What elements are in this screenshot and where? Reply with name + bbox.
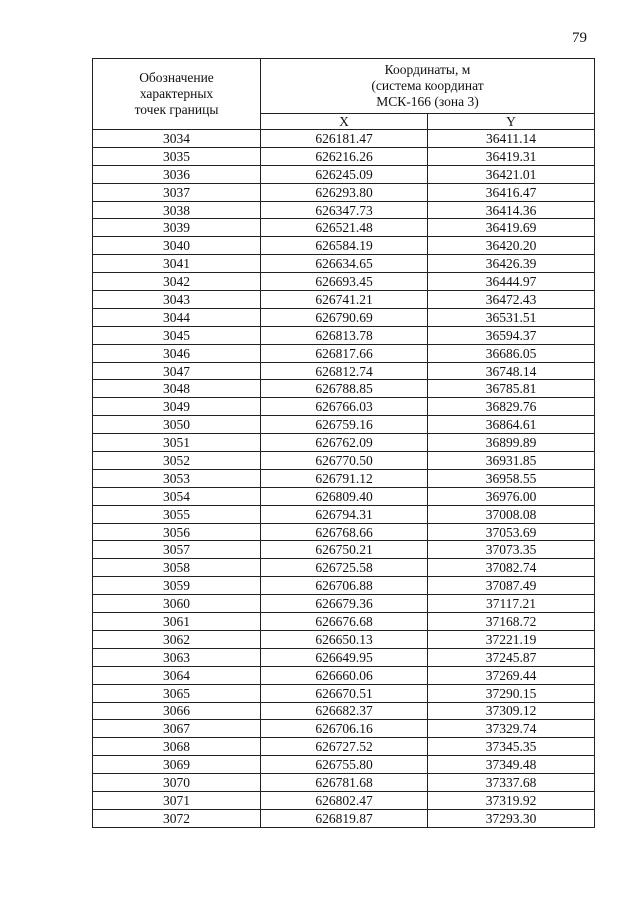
table-row xyxy=(93,577,595,595)
y-coordinate-cell: 36421.01 xyxy=(428,165,595,183)
x-coordinate-cell: 626679.36 xyxy=(261,595,428,613)
coordinates-group-header xyxy=(261,59,595,114)
y-coordinate-cell: 37008.08 xyxy=(428,505,595,523)
point-cell: 3071 xyxy=(93,791,261,809)
coords-header-line: Координаты, м xyxy=(384,62,471,77)
y-coordinate-cell: 36444.97 xyxy=(428,273,595,291)
table-row xyxy=(93,165,595,183)
point-cell: 3052 xyxy=(93,452,261,470)
point-cell: 3050 xyxy=(93,416,261,434)
table-row xyxy=(93,595,595,613)
x-coordinate-cell: 626766.03 xyxy=(261,398,428,416)
table-row xyxy=(93,273,595,291)
table-row xyxy=(93,380,595,398)
point-cell: 3069 xyxy=(93,756,261,774)
x-column-header: X xyxy=(261,114,428,130)
table-body xyxy=(93,130,595,828)
y-coordinate-cell: 36785.81 xyxy=(428,380,595,398)
x-coordinate-cell: 626750.21 xyxy=(261,541,428,559)
table-row xyxy=(93,452,595,470)
x-coordinate-cell: 626741.21 xyxy=(261,291,428,309)
x-coordinate-cell: 626762.09 xyxy=(261,434,428,452)
y-coordinate-cell: 37117.21 xyxy=(428,595,595,613)
table-row xyxy=(93,648,595,666)
x-coordinate-cell: 626759.16 xyxy=(261,416,428,434)
point-header-line: точек границы xyxy=(134,102,219,117)
x-coordinate-cell: 626790.69 xyxy=(261,308,428,326)
point-cell: 3063 xyxy=(93,648,261,666)
table-row xyxy=(93,130,595,148)
table-row xyxy=(93,434,595,452)
table-row xyxy=(93,702,595,720)
y-coordinate-cell: 36416.47 xyxy=(428,183,595,201)
y-coordinate-cell: 37290.15 xyxy=(428,684,595,702)
x-coordinate-cell: 626791.12 xyxy=(261,469,428,487)
point-cell: 3046 xyxy=(93,344,261,362)
y-coordinate-cell: 36958.55 xyxy=(428,469,595,487)
x-coordinate-cell: 626676.68 xyxy=(261,613,428,631)
y-coordinate-cell: 36420.20 xyxy=(428,237,595,255)
coordinates-table xyxy=(92,58,595,828)
y-coordinate-cell: 37337.68 xyxy=(428,774,595,792)
point-cell: 3055 xyxy=(93,505,261,523)
point-header-line: Обозначение xyxy=(139,70,214,85)
point-cell: 3037 xyxy=(93,183,261,201)
y-coordinate-cell: 36472.43 xyxy=(428,291,595,309)
x-coordinate-cell: 626819.87 xyxy=(261,809,428,827)
y-coordinate-cell: 36594.37 xyxy=(428,326,595,344)
x-coordinate-cell: 626181.47 xyxy=(261,130,428,148)
y-coordinate-cell: 36426.39 xyxy=(428,255,595,273)
y-coordinate-cell: 36899.89 xyxy=(428,434,595,452)
table-row xyxy=(93,398,595,416)
x-coordinate-cell: 626794.31 xyxy=(261,505,428,523)
point-cell: 3045 xyxy=(93,326,261,344)
x-coordinate-cell: 626216.26 xyxy=(261,147,428,165)
table-row xyxy=(93,720,595,738)
x-coordinate-cell: 626706.16 xyxy=(261,720,428,738)
y-coordinate-cell: 37329.74 xyxy=(428,720,595,738)
table-row xyxy=(93,219,595,237)
point-cell: 3067 xyxy=(93,720,261,738)
coords-header-line: МСК-166 (зона 3) xyxy=(376,94,479,109)
y-coordinate-cell: 37345.35 xyxy=(428,738,595,756)
point-cell: 3036 xyxy=(93,165,261,183)
x-coordinate-cell: 626770.50 xyxy=(261,452,428,470)
point-cell: 3040 xyxy=(93,237,261,255)
y-coordinate-cell: 36419.31 xyxy=(428,147,595,165)
table-row xyxy=(93,613,595,631)
x-coordinate-cell: 626650.13 xyxy=(261,630,428,648)
x-coordinate-cell: 626693.45 xyxy=(261,273,428,291)
x-coordinate-cell: 626725.58 xyxy=(261,559,428,577)
y-coordinate-cell: 37349.48 xyxy=(428,756,595,774)
point-cell: 3035 xyxy=(93,147,261,165)
point-cell: 3057 xyxy=(93,541,261,559)
point-cell: 3070 xyxy=(93,774,261,792)
x-coordinate-cell: 626813.78 xyxy=(261,326,428,344)
table-row xyxy=(93,308,595,326)
x-coordinate-cell: 626245.09 xyxy=(261,165,428,183)
point-cell: 3043 xyxy=(93,291,261,309)
point-cell: 3058 xyxy=(93,559,261,577)
x-coordinate-cell: 626347.73 xyxy=(261,201,428,219)
y-coordinate-cell: 37073.35 xyxy=(428,541,595,559)
table-row xyxy=(93,255,595,273)
table-row xyxy=(93,756,595,774)
page-number: 79 xyxy=(572,30,587,46)
table-row xyxy=(93,183,595,201)
x-coordinate-cell: 626521.48 xyxy=(261,219,428,237)
y-coordinate-cell: 37245.87 xyxy=(428,648,595,666)
table-row xyxy=(93,684,595,702)
x-coordinate-cell: 626812.74 xyxy=(261,362,428,380)
table-row xyxy=(93,237,595,255)
point-cell: 3048 xyxy=(93,380,261,398)
table-row xyxy=(93,559,595,577)
table-row xyxy=(93,809,595,827)
y-coordinate-cell: 37309.12 xyxy=(428,702,595,720)
y-coordinate-cell: 36419.69 xyxy=(428,219,595,237)
point-cell: 3066 xyxy=(93,702,261,720)
x-coordinate-cell: 626817.66 xyxy=(261,344,428,362)
y-column-header: Y xyxy=(428,114,595,130)
point-cell: 3039 xyxy=(93,219,261,237)
point-cell: 3056 xyxy=(93,523,261,541)
point-cell: 3038 xyxy=(93,201,261,219)
y-coordinate-cell: 36829.76 xyxy=(428,398,595,416)
y-coordinate-cell: 36864.61 xyxy=(428,416,595,434)
x-coordinate-cell: 626660.06 xyxy=(261,666,428,684)
point-cell: 3041 xyxy=(93,255,261,273)
point-column-header xyxy=(93,59,261,130)
y-coordinate-cell: 36411.14 xyxy=(428,130,595,148)
y-coordinate-cell: 37293.30 xyxy=(428,809,595,827)
table-row xyxy=(93,416,595,434)
x-coordinate-cell: 626788.85 xyxy=(261,380,428,398)
table-row xyxy=(93,666,595,684)
point-cell: 3065 xyxy=(93,684,261,702)
point-cell: 3034 xyxy=(93,130,261,148)
table-row xyxy=(93,505,595,523)
table-row xyxy=(93,362,595,380)
coords-header-line: (система координат xyxy=(371,78,484,93)
y-coordinate-cell: 37053.69 xyxy=(428,523,595,541)
table-row xyxy=(93,469,595,487)
x-coordinate-cell: 626727.52 xyxy=(261,738,428,756)
point-cell: 3068 xyxy=(93,738,261,756)
y-coordinate-cell: 36531.51 xyxy=(428,308,595,326)
point-cell: 3051 xyxy=(93,434,261,452)
table-row xyxy=(93,147,595,165)
point-cell: 3053 xyxy=(93,469,261,487)
x-coordinate-cell: 626768.66 xyxy=(261,523,428,541)
y-coordinate-cell: 37087.49 xyxy=(428,577,595,595)
y-coordinate-cell: 36976.00 xyxy=(428,487,595,505)
table-row xyxy=(93,630,595,648)
point-cell: 3060 xyxy=(93,595,261,613)
table-row xyxy=(93,774,595,792)
x-coordinate-cell: 626682.37 xyxy=(261,702,428,720)
y-coordinate-cell: 36931.85 xyxy=(428,452,595,470)
table-row xyxy=(93,523,595,541)
table-row xyxy=(93,291,595,309)
point-cell: 3072 xyxy=(93,809,261,827)
x-coordinate-cell: 626755.80 xyxy=(261,756,428,774)
x-coordinate-cell: 626634.65 xyxy=(261,255,428,273)
table-header xyxy=(93,59,595,130)
point-cell: 3049 xyxy=(93,398,261,416)
table-row xyxy=(93,201,595,219)
point-cell: 3061 xyxy=(93,613,261,631)
x-coordinate-cell: 626809.40 xyxy=(261,487,428,505)
point-cell: 3042 xyxy=(93,273,261,291)
table-row xyxy=(93,541,595,559)
point-header-line: характерных xyxy=(139,86,214,101)
y-coordinate-cell: 37082.74 xyxy=(428,559,595,577)
x-coordinate-cell: 626670.51 xyxy=(261,684,428,702)
x-coordinate-cell: 626706.88 xyxy=(261,577,428,595)
y-coordinate-cell: 37221.19 xyxy=(428,630,595,648)
y-coordinate-cell: 37269.44 xyxy=(428,666,595,684)
point-cell: 3064 xyxy=(93,666,261,684)
point-cell: 3062 xyxy=(93,630,261,648)
table-row xyxy=(93,326,595,344)
y-coordinate-cell: 37319.92 xyxy=(428,791,595,809)
point-cell: 3044 xyxy=(93,308,261,326)
x-coordinate-cell: 626293.80 xyxy=(261,183,428,201)
table-row xyxy=(93,344,595,362)
point-cell: 3047 xyxy=(93,362,261,380)
x-coordinate-cell: 626584.19 xyxy=(261,237,428,255)
x-coordinate-cell: 626649.95 xyxy=(261,648,428,666)
y-coordinate-cell: 37168.72 xyxy=(428,613,595,631)
x-coordinate-cell: 626802.47 xyxy=(261,791,428,809)
point-cell: 3054 xyxy=(93,487,261,505)
table-row xyxy=(93,738,595,756)
y-coordinate-cell: 36748.14 xyxy=(428,362,595,380)
table-row xyxy=(93,791,595,809)
y-coordinate-cell: 36686.05 xyxy=(428,344,595,362)
y-coordinate-cell: 36414.36 xyxy=(428,201,595,219)
x-coordinate-cell: 626781.68 xyxy=(261,774,428,792)
table-row xyxy=(93,487,595,505)
point-cell: 3059 xyxy=(93,577,261,595)
